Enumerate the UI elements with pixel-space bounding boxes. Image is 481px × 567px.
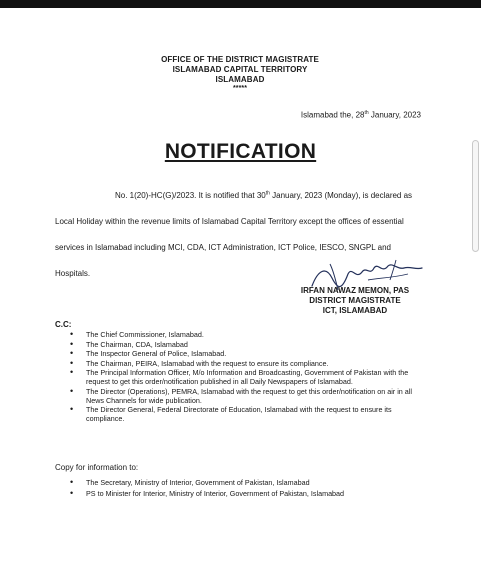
body-ordinal: th [265,190,270,197]
date-line [301,110,421,120]
list-item: • The Principal Information Officer, M/o Information and Broadcasting, Government of Pakistan with the request to get this order/notification published in all Daily Newspapers of Islamabad. [70,368,422,386]
letterhead-city: ISLAMABAD [215,75,265,84]
letterhead [120,55,360,93]
list-item: • The Inspector General of Police, Islamabad. [70,349,422,358]
list-item: • The Chairman, CDA, Islamabad [70,340,422,349]
list-item: • The Director General, Federal Directorate of Education, Islamabad with the request to ensure its compliance. [70,405,422,423]
signature-block [280,286,430,316]
letterhead-office: OFFICE OF THE DISTRICT MAGISTRATE [161,55,319,64]
list-item: • The Secretary, Ministry of Interior, Government of Pakistan, Islamabad [70,478,422,487]
letterhead-territory: ISLAMABAD CAPITAL TERRITORY [172,65,308,74]
date-ordinal: th [364,110,369,116]
cc-label: C.C: [55,320,72,329]
copy-label: Copy for information to: [55,463,139,472]
list-item: • The Director (Operations), PEMRA, Islamabad with the request to get this order/notification on air in all News Channels for wide publication. [70,387,422,405]
letterhead-stars: ***** [232,85,248,92]
signatory-office: ICT, ISLAMABAD [322,306,388,315]
list-item: • The Chief Commissioner, Islamabad. [70,330,422,339]
body-part2: January, 2023 (Monday), is declared as Local Holiday within the revenue limits of Islamabad Capital Territory except the offices of essential services in Islamabad including MCI, CDA, ICT Administration, ICT Police, IESCO, SNGPL and Hospitals. [55,191,413,278]
copy-list [70,478,422,500]
signatory-name: IRFAN NAWAZ MEMON, PAS [300,286,410,295]
notification-title: NOTIFICATION [164,140,317,163]
top-bar [0,0,481,8]
body-part1: No. 1(20)-HC(G)/2023. It is notified that 30 [115,191,266,200]
cc-list [70,330,422,424]
date-prefix: Islamabad the, 28 [300,110,365,120]
date-suffix: January, 2023 [368,110,421,120]
signatory-designation: DISTRICT MAGISTRATE [309,296,401,305]
list-item: • PS to Minister for Interior, Ministry of Interior, Government of Pakistan, Islamabad [70,489,422,498]
list-item: • The Chairman, PEIRA, Islamabad with the request to ensure its compliance. [70,359,422,368]
